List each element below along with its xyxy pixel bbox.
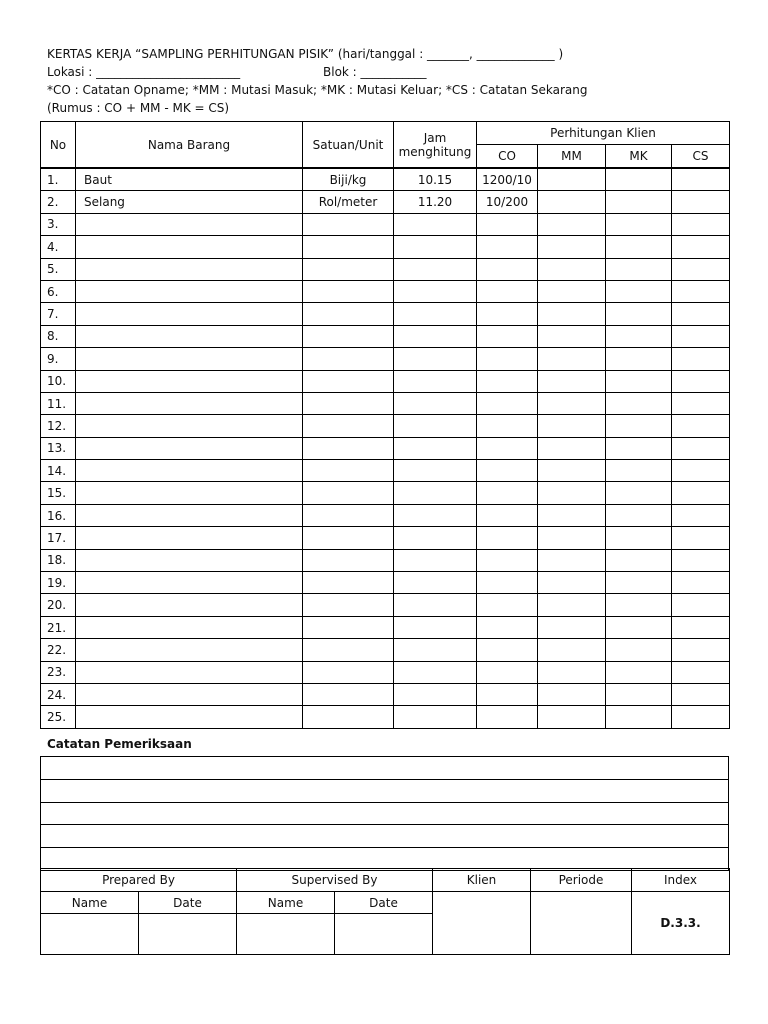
item-name-cell[interactable] [76,683,303,705]
unit-cell[interactable] [303,303,394,325]
item-name-cell[interactable] [76,616,303,638]
row-number: 10. [41,370,76,392]
count-time-cell[interactable] [394,706,477,728]
supervised-date-cell[interactable] [335,914,433,955]
header-no: No [41,122,76,169]
item-name-cell[interactable] [76,280,303,302]
row-number: 23. [41,661,76,683]
row-number: 6. [41,280,76,302]
notes-line-cell[interactable] [41,825,729,848]
item-name-cell[interactable] [76,370,303,392]
item-name-cell[interactable] [76,482,303,504]
row-number: 12. [41,415,76,437]
prepared-name-cell[interactable] [41,914,139,955]
row-number: 3. [41,213,76,235]
item-name-cell[interactable] [76,504,303,526]
cs-cell[interactable] [672,661,730,683]
item-name-cell[interactable] [76,236,303,258]
count-time-cell[interactable] [394,549,477,571]
table-row [41,482,730,504]
table-row [41,213,730,235]
co-cell[interactable] [477,661,538,683]
co-cell[interactable] [477,616,538,638]
count-time-cell[interactable] [394,236,477,258]
period-label: Periode [531,869,632,892]
notes-line-cell[interactable] [41,757,729,780]
mk-cell[interactable] [606,303,672,325]
unit-cell[interactable] [303,392,394,414]
mk-cell[interactable] [606,549,672,571]
item-name-cell[interactable] [76,661,303,683]
mk-cell[interactable] [606,370,672,392]
row-number: 4. [41,236,76,258]
header-client-count: Perhitungan Klien [477,122,730,145]
mm-cell[interactable] [538,348,606,370]
mm-cell[interactable] [538,303,606,325]
item-name-cell[interactable] [76,392,303,414]
table-row [41,460,730,482]
co-cell[interactable] [477,482,538,504]
count-time-cell[interactable] [394,572,477,594]
row-number: 21. [41,616,76,638]
row-number: 2. [41,191,76,213]
cs-cell[interactable] [672,258,730,280]
mk-cell[interactable] [606,437,672,459]
cs-cell[interactable] [672,594,730,616]
mm-cell[interactable] [538,236,606,258]
row-number: 18. [41,549,76,571]
header-item-name: Nama Barang [76,122,303,169]
notes-line-cell[interactable] [41,802,729,825]
unit-cell[interactable] [303,594,394,616]
item-name-cell[interactable] [76,572,303,594]
cs-cell[interactable] [672,348,730,370]
count-time-cell[interactable] [394,415,477,437]
mm-cell[interactable] [538,594,606,616]
cs-cell[interactable] [672,683,730,705]
count-time-cell[interactable] [394,370,477,392]
co-cell[interactable] [477,370,538,392]
row-number: 9. [41,348,76,370]
co-cell[interactable] [477,258,538,280]
row-number: 15. [41,482,76,504]
unit-cell[interactable] [303,280,394,302]
co-cell[interactable] [477,572,538,594]
unit-cell[interactable] [303,683,394,705]
client-cell[interactable] [433,892,531,955]
count-time-cell[interactable] [394,639,477,661]
co-cell[interactable] [477,683,538,705]
mk-cell[interactable] [606,572,672,594]
row-number: 16. [41,504,76,526]
row-number: 5. [41,258,76,280]
item-name-cell[interactable] [76,303,303,325]
header-unit: Satuan/Unit [303,122,394,169]
item-name-cell[interactable] [76,415,303,437]
table-row [41,325,730,347]
mm-cell[interactable] [538,280,606,302]
cs-cell[interactable] [672,168,730,191]
cs-cell[interactable] [672,706,730,728]
mm-cell[interactable] [538,527,606,549]
notes-title: Catatan Pemeriksaan [47,737,192,751]
cs-cell[interactable] [672,191,730,213]
table-row [41,504,730,526]
unit-cell[interactable]: Biji/kg [303,168,394,191]
notes-line-cell[interactable] [41,779,729,802]
unit-cell[interactable] [303,325,394,347]
table-row [41,639,730,661]
mm-cell[interactable] [538,191,606,213]
table-row [41,348,730,370]
mk-cell[interactable] [606,348,672,370]
unit-cell[interactable] [303,527,394,549]
mk-cell[interactable] [606,639,672,661]
notes-line [41,779,729,802]
table-row [41,280,730,302]
mk-cell[interactable] [606,616,672,638]
cs-cell[interactable] [672,460,730,482]
mm-cell[interactable] [538,639,606,661]
header-co: CO [477,145,538,169]
notes-box [40,756,729,871]
header-count-time: Jam menghitung [394,122,477,169]
mk-cell[interactable] [606,594,672,616]
unit-cell[interactable] [303,616,394,638]
co-cell[interactable] [477,392,538,414]
table-row [41,527,730,549]
unit-cell[interactable] [303,572,394,594]
count-time-cell[interactable] [394,683,477,705]
cs-cell[interactable] [672,504,730,526]
table-row [41,661,730,683]
item-name-cell[interactable] [76,460,303,482]
prepared-by-label: Prepared By [41,869,237,892]
count-time-cell[interactable] [394,460,477,482]
notes-line [41,802,729,825]
table-row [41,594,730,616]
unit-cell[interactable] [303,549,394,571]
client-label: Klien [433,869,531,892]
mm-cell[interactable] [538,460,606,482]
mk-cell[interactable] [606,683,672,705]
mm-cell[interactable] [538,504,606,526]
prepared-date-label: Date [139,892,237,914]
item-name-cell[interactable] [76,213,303,235]
count-time-cell[interactable] [394,437,477,459]
table-row [41,415,730,437]
co-cell[interactable] [477,236,538,258]
co-cell[interactable] [477,639,538,661]
co-cell[interactable] [477,325,538,347]
cs-cell[interactable] [672,415,730,437]
count-time-cell[interactable] [394,616,477,638]
count-time-cell[interactable] [394,325,477,347]
cs-cell[interactable] [672,616,730,638]
co-cell[interactable] [477,415,538,437]
table-row [41,392,730,414]
count-time-cell[interactable] [394,213,477,235]
table-row [41,191,730,213]
mk-cell[interactable] [606,392,672,414]
mk-cell[interactable] [606,527,672,549]
table-row [41,683,730,705]
table-row [41,549,730,571]
co-cell[interactable] [477,549,538,571]
row-number: 20. [41,594,76,616]
mm-cell[interactable] [538,213,606,235]
mm-cell[interactable] [538,616,606,638]
co-cell[interactable] [477,437,538,459]
row-number: 7. [41,303,76,325]
co-cell[interactable] [477,280,538,302]
mm-cell[interactable] [538,392,606,414]
mm-cell[interactable] [538,706,606,728]
supervised-name-label: Name [237,892,335,914]
notes-line [41,825,729,848]
notes-line [41,757,729,780]
mk-cell[interactable] [606,504,672,526]
count-time-cell[interactable] [394,482,477,504]
worksheet-title: KERTAS KERJA “SAMPLING PERHITUNGAN PISIK” (hari/tanggal : _______, _____________ ) [47,47,564,61]
unit-cell[interactable] [303,236,394,258]
mm-cell[interactable] [538,370,606,392]
count-time-cell[interactable] [394,392,477,414]
mk-cell[interactable] [606,191,672,213]
cs-cell[interactable] [672,236,730,258]
unit-cell[interactable] [303,348,394,370]
cs-cell[interactable] [672,213,730,235]
supervised-date-label: Date [335,892,433,914]
cs-cell[interactable] [672,280,730,302]
table-row [41,303,730,325]
prepared-date-cell[interactable] [139,914,237,955]
mm-cell[interactable] [538,683,606,705]
mk-cell[interactable] [606,213,672,235]
signoff-header-row [41,869,730,892]
block-field: Blok : ___________ [323,65,427,79]
item-name-cell[interactable] [76,348,303,370]
unit-cell[interactable] [303,258,394,280]
period-cell[interactable] [531,892,632,955]
unit-cell[interactable] [303,213,394,235]
unit-cell[interactable] [303,460,394,482]
mk-cell[interactable] [606,280,672,302]
row-number: 24. [41,683,76,705]
item-name-cell[interactable]: Selang [76,191,303,213]
item-name-cell[interactable] [76,325,303,347]
table-row [41,437,730,459]
unit-cell[interactable] [303,482,394,504]
cs-cell[interactable] [672,437,730,459]
index-code: D.3.3. [632,892,730,955]
table-row [41,258,730,280]
item-name-cell[interactable] [76,527,303,549]
co-cell[interactable] [477,460,538,482]
cs-cell[interactable] [672,527,730,549]
co-cell[interactable] [477,504,538,526]
prepared-name-label: Name [41,892,139,914]
count-time-cell[interactable] [394,527,477,549]
table-row [41,168,730,191]
row-number: 11. [41,392,76,414]
signoff-table [40,868,730,955]
header-cs: CS [672,145,730,169]
mm-cell[interactable] [538,437,606,459]
co-cell[interactable] [477,303,538,325]
item-name-cell[interactable] [76,594,303,616]
header-mk: MK [606,145,672,169]
mk-cell[interactable] [606,661,672,683]
count-time-cell[interactable] [394,280,477,302]
mm-cell[interactable] [538,549,606,571]
abbreviation-legend: *CO : Catatan Opname; *MM : Mutasi Masuk; *MK : Mutasi Keluar; *CS : Catatan Sekarang [47,83,588,97]
cs-cell[interactable] [672,303,730,325]
cs-cell[interactable] [672,639,730,661]
mk-cell[interactable] [606,706,672,728]
row-number: 22. [41,639,76,661]
supervised-name-cell[interactable] [237,914,335,955]
unit-cell[interactable] [303,415,394,437]
co-cell[interactable]: 10/200 [477,191,538,213]
count-time-cell[interactable] [394,258,477,280]
signoff-subheader-row [41,892,730,914]
unit-cell[interactable] [303,370,394,392]
unit-cell[interactable] [303,504,394,526]
mm-cell[interactable] [538,572,606,594]
co-cell[interactable] [477,527,538,549]
co-cell[interactable] [477,348,538,370]
table-row [41,616,730,638]
mk-cell[interactable] [606,168,672,191]
item-name-cell[interactable] [76,549,303,571]
count-time-cell[interactable] [394,594,477,616]
count-time-cell[interactable]: 11.20 [394,191,477,213]
row-number: 19. [41,572,76,594]
cs-cell[interactable] [672,370,730,392]
count-time-cell[interactable] [394,348,477,370]
row-number: 25. [41,706,76,728]
count-time-cell[interactable] [394,303,477,325]
mm-cell[interactable] [538,661,606,683]
mm-cell[interactable] [538,168,606,191]
cs-cell[interactable] [672,482,730,504]
item-name-cell[interactable]: Baut [76,168,303,191]
header-mm: MM [538,145,606,169]
cs-cell[interactable] [672,325,730,347]
co-cell[interactable] [477,706,538,728]
mk-cell[interactable] [606,258,672,280]
mm-cell[interactable] [538,415,606,437]
mk-cell[interactable] [606,415,672,437]
unit-cell[interactable] [303,661,394,683]
mk-cell[interactable] [606,325,672,347]
table-row [41,370,730,392]
co-cell[interactable]: 1200/10 [477,168,538,191]
item-name-cell[interactable] [76,639,303,661]
count-time-cell[interactable] [394,661,477,683]
count-time-cell[interactable]: 10.15 [394,168,477,191]
row-number: 14. [41,460,76,482]
row-number: 8. [41,325,76,347]
co-cell[interactable] [477,594,538,616]
row-number: 13. [41,437,76,459]
unit-cell[interactable]: Rol/meter [303,191,394,213]
count-time-cell[interactable] [394,504,477,526]
unit-cell[interactable] [303,639,394,661]
cs-cell[interactable] [672,549,730,571]
count-table [40,121,730,729]
row-number: 17. [41,527,76,549]
table-row [41,572,730,594]
row-number: 1. [41,168,76,191]
mk-cell[interactable] [606,482,672,504]
location-field: Lokasi : ________________________ [47,65,241,79]
mm-cell[interactable] [538,325,606,347]
mk-cell[interactable] [606,236,672,258]
unit-cell[interactable] [303,437,394,459]
item-name-cell[interactable] [76,437,303,459]
header-row [41,122,730,145]
cs-cell[interactable] [672,572,730,594]
unit-cell[interactable] [303,706,394,728]
mm-cell[interactable] [538,258,606,280]
supervised-by-label: Supervised By [237,869,433,892]
cs-cell[interactable] [672,392,730,414]
formula-note: (Rumus : CO + MM - MK = CS) [47,101,230,115]
item-name-cell[interactable] [76,706,303,728]
index-label: Index [632,869,730,892]
co-cell[interactable] [477,213,538,235]
table-row [41,706,730,728]
mk-cell[interactable] [606,460,672,482]
table-row [41,236,730,258]
item-name-cell[interactable] [76,258,303,280]
mm-cell[interactable] [538,482,606,504]
